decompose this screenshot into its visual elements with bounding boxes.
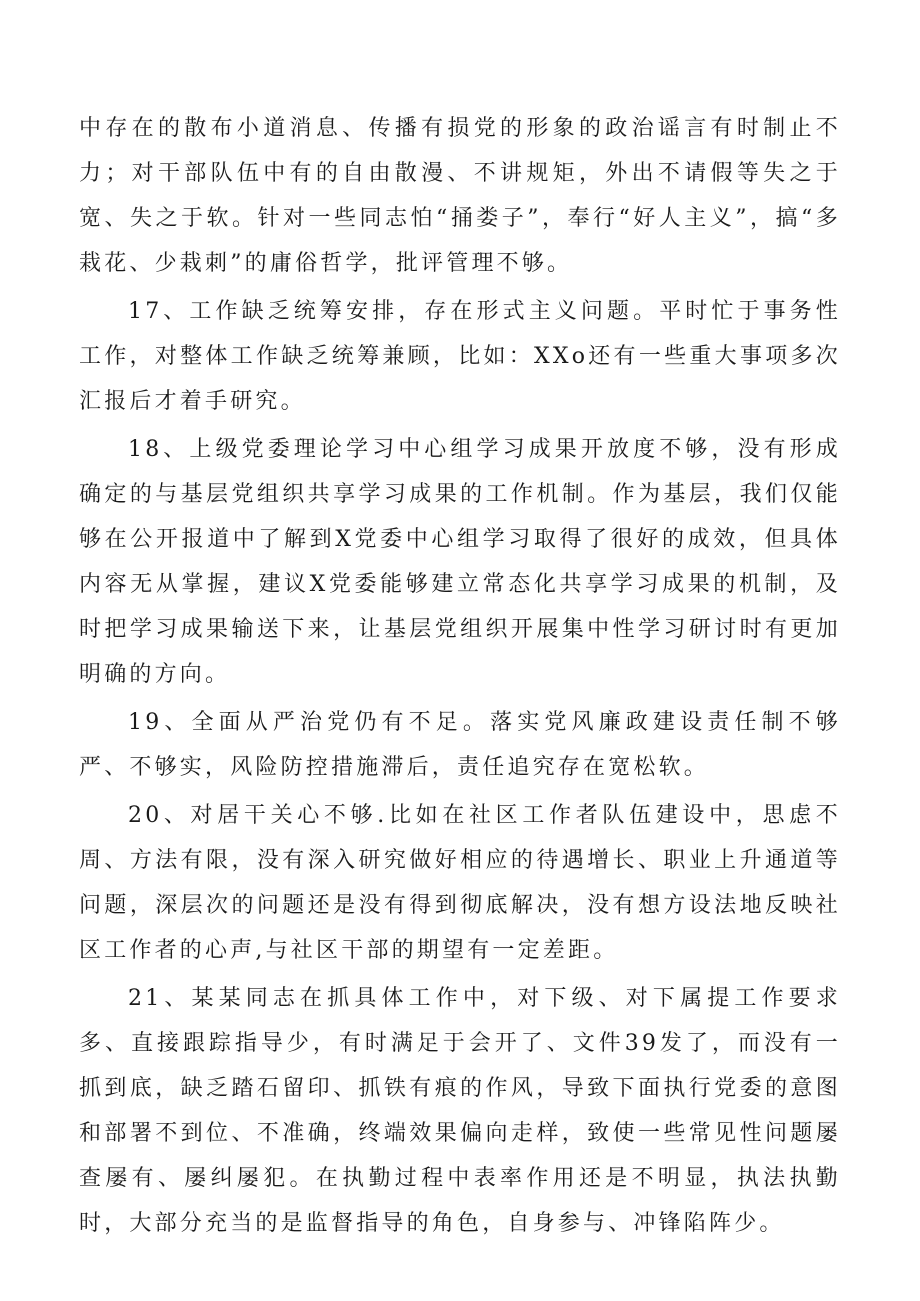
paragraph-item-18: 18、上级党委理论学习中心组学习成果开放度不够，没有形成确定的与基层党组织共享学习成果的工作机制。作为基层，我们仅能够在公开报道中了解到X党委中心组学习取得了很好的成效，但具体内容无从掌握，建议X党委能够建立常态化共享学习成果的机制，及时把学习成果输送下来，让基层党组织开展集中性学习研讨时有更加明确的方向。 [79,437,841,687]
paragraph-continuation: 中存在的散布小道消息、传播有损党的形象的政治谣言有时制止不力；对干部队伍中有的自由散漫、不讲规矩，外出不请假等失之于宽、失之于软。针对一些同志怕“捅娄子”，奉行“好人主义”，搞“多栽花、少栽刺”的庸俗哲学，批评管理不够。 [79,116,841,276]
paragraph-item-19: 19、全面从严治党仍有不足。落实党风廉政建设责任制不够严、不够实，风险防控措施滞后，责任追究存在宽松软。 [79,710,841,780]
document-body [79,106,841,1249]
paragraph-item-20: 20、对居干关心不够.比如在社区工作者队伍建设中，思虑不周、方法有限，没有深入研究做好相应的待遇增长、职业上升通道等问题，深层次的问题还是没有得到彻底解决，没有想方设法地反映社区工作者的心声,与社区干部的期望有一定差距。 [79,803,841,963]
paragraph-item-17: 17、工作缺乏统筹安排，存在形式主义问题。平时忙于事务性工作，对整体工作缺乏统筹兼顾，比如：XXo还有一些重大事项多次汇报后才着手研究。 [79,299,841,414]
paragraph-item-21: 21、某某同志在抓具体工作中，对下级、对下属提工作要求多、直接跟踪指导少，有时满足于会开了、文件39发了，而没有一抓到底，缺乏踏石留印、抓铁有痕的作风，导致下面执行党委的意图和部署不到位、不准确，终端效果偏向走样，致使一些常见性问题屡查屡有、屡纠屡犯。在执勤过程中表率作用还是不明显，执法执勤时，大部分充当的是监督指导的角色，自身参与、冲锋陷阵少。 [79,986,841,1236]
